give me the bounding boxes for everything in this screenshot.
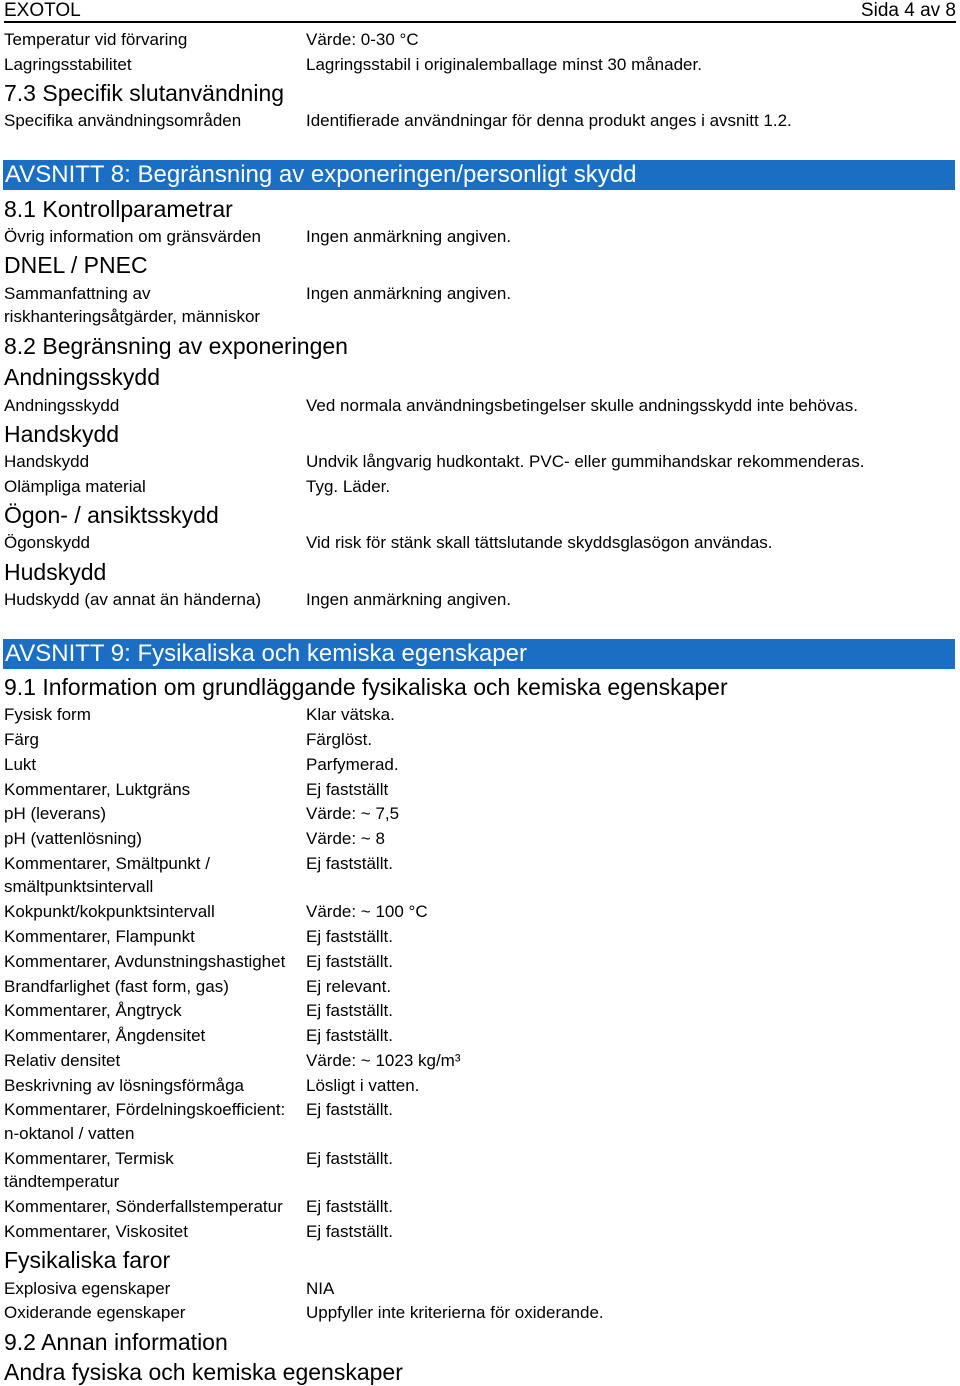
heading-9-2: 9.2 Annan information [4,1329,228,1355]
property-label: Fysisk form [4,705,91,724]
property-label: Lukt [4,755,37,774]
skin-protection-label: Hudskydd (av annat än händerna) [4,590,262,609]
respiratory-heading: Andningsskydd [4,364,160,390]
oxidizing-label: Oxiderande egenskaper [4,1303,186,1322]
specific-uses-value: Identifierade användningar för denna produkt anges i avsnitt 1.2. [306,111,792,130]
hand-protection-heading: Handskydd [4,421,120,447]
limit-info-value: Ingen anmärkning angiven. [306,227,512,246]
property-label: Kokpunkt/kokpunktsintervall [4,902,215,921]
property-value: Värde: ~ 7,5 [306,804,400,823]
property-value: Värde: ~ 1023 kg/m³ [306,1051,461,1070]
property-value: Ej fastställt. [306,1100,393,1119]
oxidizing-value: Uppfyller inte kriterierna för oxiderande. [306,1303,604,1322]
unsuitable-material-label: Olämpliga material [4,477,146,496]
property-label: pH (leverans) [4,804,107,823]
property-label: Färg [4,730,39,749]
property-label: Relativ densitet [4,1051,121,1070]
section-9-title: AVSNITT 9: Fysikaliska och kemiska egenskaper [5,640,527,667]
dnel-pnec-heading: DNEL / PNEC [4,252,148,278]
property-label: Kommentarer, Avdunstningshastighet [4,952,286,971]
property-label: Beskrivning av lösningsförmåga [4,1076,245,1095]
risk-summary-label-cont: riskhanteringsåtgärder, människor [4,307,261,326]
limit-info-label: Övrig information om gränsvärden [4,227,262,246]
property-value: Färglöst. [306,730,373,749]
section-8-bar [3,160,955,190]
property-value: Ej fastställt. [306,1222,393,1241]
skin-protection-heading: Hudskydd [4,559,107,585]
property-label-cont: smältpunktsintervall [4,877,154,896]
property-label: Kommentarer, Ångdensitet [4,1026,206,1045]
eye-protection-label: Ögonskydd [4,533,90,552]
property-value: Ej fastställt [306,780,389,799]
property-value: Ej fastställt. [306,1149,393,1168]
physical-hazards-heading: Fysikaliska faror [4,1247,171,1273]
risk-summary-value: Ingen anmärkning angiven. [306,284,512,303]
property-value: Ej fastställt. [306,1001,393,1020]
property-label: Kommentarer, Flampunkt [4,927,195,946]
property-label: Kommentarer, Luktgräns [4,780,191,799]
explosive-value: NIA [306,1279,335,1298]
property-label-cont: n-oktanol / vatten [4,1124,135,1143]
property-value: Klar vätska. [306,705,395,724]
property-value: Ej relevant. [306,977,392,996]
property-value: Parfymerad. [306,755,399,774]
property-value: Ej fastställt. [306,1197,393,1216]
property-label: Kommentarer, Sönderfallstemperatur [4,1197,283,1216]
hand-protection-label: Handskydd [4,452,90,471]
page-number: Sida 4 av 8 [860,0,956,21]
property-label: Kommentarer, Fördelningskoefficient: [4,1100,286,1119]
property-value: Ej fastställt. [306,1026,393,1045]
property-value: Lösligt i vatten. [306,1076,420,1095]
specific-uses-label: Specifika användningsområden [4,111,242,130]
page-header [4,0,956,23]
heading-8-2: 8.2 Begränsning av exponeringen [4,333,348,359]
section-8-title: AVSNITT 8: Begränsning av exponeringen/personligt skydd [5,161,637,188]
property-label-cont: tändtemperatur [4,1172,120,1191]
heading-9-1: 9.1 Information om grundläggande fysikaliska och kemiska egenskaper [4,674,728,700]
storage-stability-label: Lagringsstabilitet [4,55,132,74]
property-label: Kommentarer, Smältpunkt / [4,854,210,873]
company-name: EXOTOL [4,0,81,21]
property-value: Ej fastställt. [306,952,393,971]
eye-protection-value: Vid risk för stänk skall tättslutande skyddsglasögon användas. [306,533,773,552]
section-9-bar [3,639,955,669]
property-label: Kommentarer, Ångtryck [4,1001,182,1020]
heading-8-1: 8.1 Kontrollparametrar [4,196,233,222]
other-properties-heading: Andra fysiska och kemiska egenskaper [4,1359,403,1385]
storage-stability-value: Lagringsstabil i originalemballage minst 30 månader. [306,55,702,74]
property-value: Värde: ~ 100 °C [306,902,428,921]
property-label: Brandfarlighet (fast form, gas) [4,977,229,996]
unsuitable-material-value: Tyg. Läder. [306,477,391,496]
respiratory-label: Andningsskydd [4,396,120,415]
hand-protection-value: Undvik långvarig hudkontakt. PVC- eller gummihandskar rekommenderas. [306,452,865,471]
property-value: Värde: ~ 8 [306,829,385,848]
explosive-label: Explosiva egenskaper [4,1279,171,1298]
heading-7-3: 7.3 Specifik slutanvändning [4,80,285,106]
eye-protection-heading: Ögon- / ansiktsskydd [4,502,219,528]
risk-summary-label: Sammanfattning av [4,284,151,303]
property-value: Ej fastställt. [306,927,393,946]
property-label: Kommentarer, Termisk [4,1149,174,1168]
respiratory-value: Ved normala användningsbetingelser skulle andningsskydd inte behövas. [306,396,858,415]
storage-temp-value: Värde: 0-30 °C [306,30,419,49]
skin-protection-value: Ingen anmärkning angiven. [306,590,512,609]
property-value: Ej fastställt. [306,854,393,873]
storage-temp-label: Temperatur vid förvaring [4,30,188,49]
property-label: Kommentarer, Viskositet [4,1222,188,1241]
property-label: pH (vattenlösning) [4,829,142,848]
